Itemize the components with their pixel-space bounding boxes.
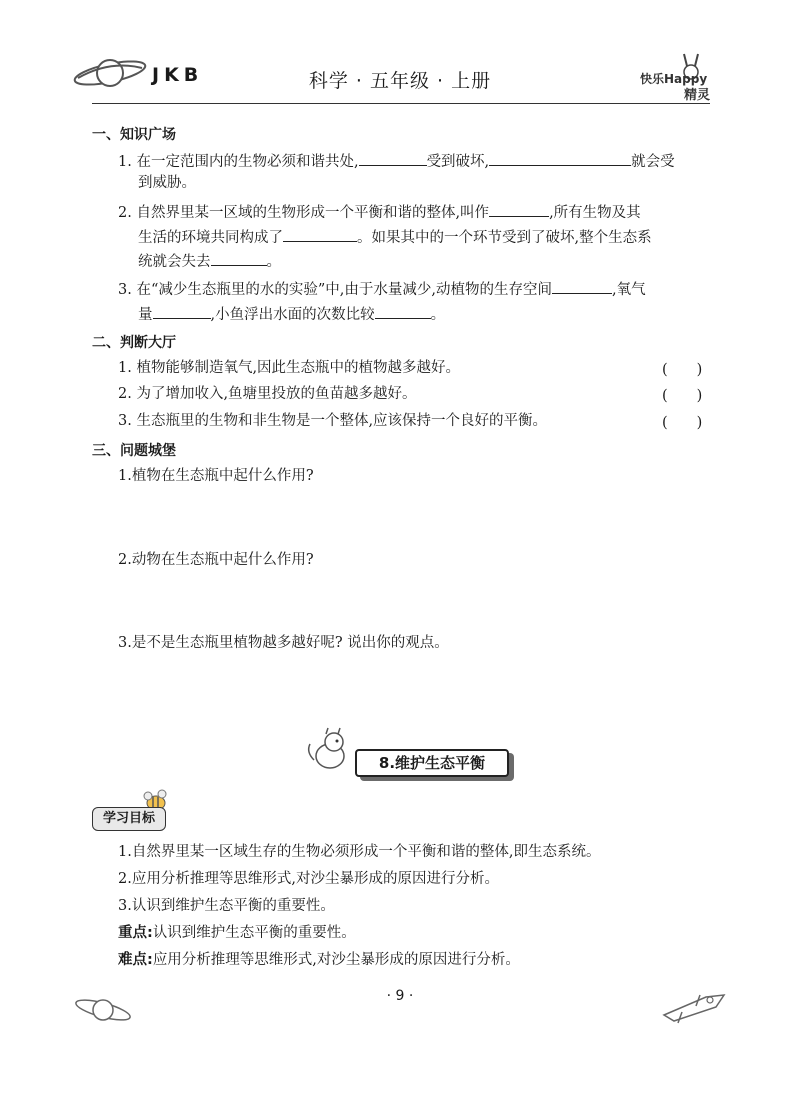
q1-text-b: 受到破坏, [426, 154, 490, 170]
difficult-point-text: 应用分析推理等思维形式,对沙尘暴形成的原因进行分析。 [152, 952, 520, 968]
key-point-text: 认识到维护生态平衡的重要性。 [152, 925, 356, 941]
dragon-mascot-icon [304, 726, 360, 776]
q3-blank-1[interactable] [552, 278, 612, 294]
question-3-line-2 [138, 303, 445, 325]
question-3-line-1 [118, 278, 646, 300]
q3-text-d: ,小鱼浮出水面的次数比较 [210, 307, 375, 323]
question-1-line-2: 到威胁。 [138, 175, 196, 191]
q2-text-d: 。如果其中的一个环节受到了破坏,整个生态系 [357, 230, 652, 246]
q3-text-a: 3. 在“减少生态瓶里的水的实验”中,由于水量减少,动植物的生存空间 [118, 282, 552, 298]
question-2-line-3 [138, 250, 281, 272]
q3-text-e: 。 [430, 307, 446, 323]
q2-blank-1[interactable] [489, 201, 549, 217]
question-2-line-1 [118, 201, 641, 223]
section-heading-judgement: 二、判断大厅 [92, 335, 176, 351]
header-divider [92, 103, 710, 104]
q1-text-a: 1. 在一定范围内的生物必须和谐共处, [118, 154, 359, 170]
open-question-1: 1.植物在生态瓶中起什么作用? [118, 468, 314, 484]
q2-text-c: 生活的环境共同构成了 [138, 230, 283, 246]
q1-text-c: 就会受 [631, 154, 675, 170]
q1-blank-2[interactable] [489, 150, 631, 166]
open-question-2: 2.动物在生态瓶中起什么作用? [118, 552, 314, 568]
judgement-answer-1[interactable]: ( ) [662, 362, 703, 378]
question-2-line-2 [138, 226, 652, 248]
brand-mark: JKB [152, 64, 204, 86]
q3-blank-3[interactable] [375, 303, 431, 319]
q3-text-b: ,氧气 [612, 282, 646, 298]
logo-top-text: 快乐Happy [640, 72, 708, 86]
mascot-logo [640, 50, 720, 102]
page-number: · 9 · [386, 988, 414, 1004]
goal-item-2: 2.应用分析推理等思维形式,对沙尘暴形成的原因进行分析。 [118, 871, 499, 887]
judgement-item-2: 2. 为了增加收入,鱼塘里投放的鱼苗越多越好。 [118, 386, 417, 402]
learning-goals-tag: 学习目标 [92, 807, 166, 831]
q2-blank-3[interactable] [211, 250, 267, 266]
logo-bottom-text: 精灵 [684, 88, 711, 103]
q2-text-f: 。 [266, 254, 281, 270]
key-point [118, 923, 356, 943]
q2-text-e: 统就会失去 [138, 254, 211, 270]
lesson-title: 8.维护生态平衡 [355, 749, 509, 777]
page-header-title: 科学 · 五年级 · 上册 [308, 70, 492, 92]
judgement-answer-2[interactable]: ( ) [662, 388, 703, 404]
q2-text-a: 2. 自然界里某一区域的生物形成一个平衡和谐的整体,叫作 [118, 205, 490, 221]
rocket-ship-icon [660, 985, 730, 1027]
judgement-item-3: 3. 生态瓶里的生物和非生物是一个整体,应该保持一个良好的平衡。 [118, 413, 548, 429]
goal-item-3: 3.认识到维护生态平衡的重要性。 [118, 898, 335, 914]
difficult-point-label: 难点: [118, 952, 153, 968]
section-heading-questions: 三、问题城堡 [92, 443, 176, 459]
q3-blank-2[interactable] [153, 303, 211, 319]
open-question-3: 3.是不是生态瓶里植物越多越好呢? 说出你的观点。 [118, 635, 449, 651]
judgement-answer-3[interactable]: ( ) [662, 415, 703, 431]
q1-blank-1[interactable] [359, 150, 427, 166]
key-point-label: 重点: [118, 925, 153, 941]
judgement-item-1: 1. 植物能够制造氧气,因此生态瓶中的植物越多越好。 [118, 360, 461, 376]
q3-text-c: 量 [138, 307, 153, 323]
q2-blank-2[interactable] [283, 226, 357, 242]
section-heading-knowledge: 一、知识广场 [92, 127, 176, 143]
goal-item-1: 1.自然界里某一区域生存的生物必须形成一个平衡和谐的整体,即生态系统。 [118, 844, 601, 860]
difficult-point [118, 950, 520, 970]
question-1-line-1 [118, 150, 675, 172]
q2-text-b: ,所有生物及其 [549, 205, 641, 221]
